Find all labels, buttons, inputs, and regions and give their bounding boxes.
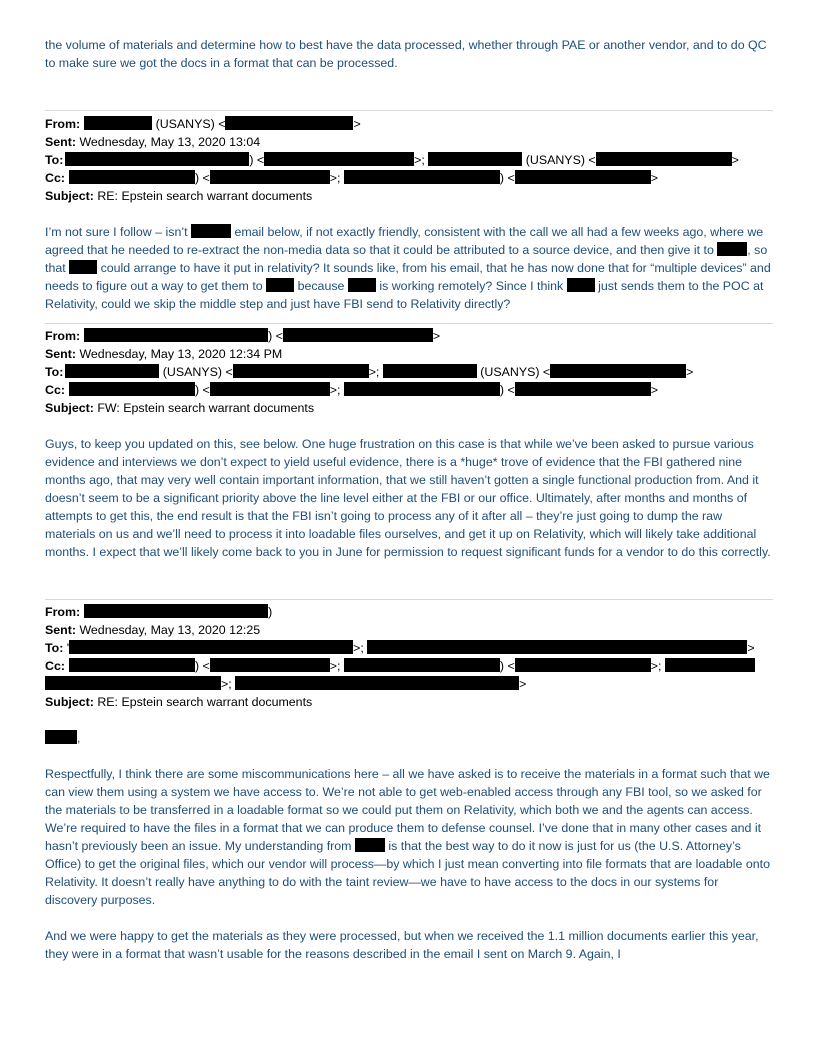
redaction (515, 658, 651, 672)
redaction (344, 658, 500, 672)
redaction (225, 116, 353, 130)
redaction (84, 604, 268, 618)
email-header-1: From: (USANYS) < > Sent: Wednesday, May 13, 2020 13:04 To: ) < >; (USANYS) < > Cc: ) < >; ) < > Subject: RE: Epstein search warrant documents (45, 117, 739, 203)
intro-paragraph: the volume of materials and determine how to best have the data processed, whether through PAE or another vendor, and to do QC to make sure we got the docs in a format that can be processed. (45, 38, 767, 70)
greeting: , (45, 729, 773, 747)
redaction (69, 260, 97, 274)
email-body-1: I’m not sure I follow – isn’t email below, if not exactly friendly, consistent with the call we all had a few weeks ago, where we agreed that he needed to re-extract the non-media data so that it could be attributed to a source device, and then give it to , so that could arrange to have it put in relativity? It sounds like, from his email, that he has now done that for “multiple devices” and needs to figure out a way to get them to because is working remotely? Since I think just sends them to the POC at Relativity, could we skip the middle step and just have FBI send to Relativity directly? (45, 225, 771, 311)
email-header-3: From: ) Sent: Wednesday, May 13, 2020 12:25 To: ' >; > Cc: ) < >; ) < >; >; > Subject: RE: Epstein search warrant documents (45, 605, 755, 709)
redaction (84, 116, 152, 130)
redaction (69, 170, 195, 184)
redaction (344, 382, 500, 396)
sent-date: Wednesday, May 13, 2020 12:25 (79, 623, 261, 637)
redaction (355, 838, 385, 852)
redaction (428, 152, 522, 166)
redaction (515, 170, 651, 184)
sent-date: Wednesday, May 13, 2020 13:04 (79, 135, 261, 149)
redaction (210, 170, 330, 184)
redaction (69, 640, 353, 654)
redaction (367, 640, 747, 654)
sent-date: Wednesday, May 13, 2020 12:34 PM (79, 347, 283, 361)
redaction (383, 364, 477, 378)
email-body-2: Guys, to keep you updated on this, see below. One huge frustration on this case is that while we’ve been asked to pursue various evidence and interviews we don’t expect to yield useful evidence, there is a *huge* trove of evidence that the FBI gathered nine months ago, that may very well contain important information, that we still haven’t gotten a single functional production from. And it doesn’t seem to be a significant priority above the line level either at the FBI or our office. Ultimately, after months and months of attempts to get this, the end result is that the FBI isn’t going to process any of it after all – they’re just going to dump the raw materials on us and we’ll need to process it into loadable files ourselves, and get it up on Relativity, which will likely take additional months. I expect that we’ll likely come back to you in June for permission to request significant funds for a vendor to do this correctly. (45, 437, 771, 559)
redaction (84, 328, 268, 342)
redaction (235, 676, 519, 690)
subject-line: RE: Epstein search warrant documents (97, 189, 313, 203)
redaction (210, 382, 330, 396)
redaction (45, 730, 77, 744)
redaction (264, 152, 414, 166)
redaction (69, 382, 195, 396)
email-thread (45, 36, 773, 963)
redaction (515, 382, 651, 396)
redaction (45, 676, 221, 690)
redaction (344, 170, 500, 184)
redaction (65, 364, 159, 378)
email-body-3: Respectfully, I think there are some miscommunications here – all we have asked is to receive the materials in a format such that we can view them using a system we have access to. We’re not able to get web-enabled access through any FBI tool, so we asked for the materials to be transferred in a loadable format so we could put them on Relativity, which both we and the agents can access. We’re required to have the files in a format that we can produce them to defense counsel. I’ve done that in many other cases and it hasn’t previously been an issue. My understanding from is that the best way to do it now is just for us (the U.S. Attorney’s Office) to get the original files, which our vendor will process—by which I just mean converting into file formats that are loadable onto Relativity. It doesn’t really have anything to do with the taint review—we have to have access to the docs in our systems for discovery purposes. (45, 767, 770, 907)
redaction (596, 152, 732, 166)
redaction (233, 364, 369, 378)
redaction (210, 658, 330, 672)
redaction (191, 224, 231, 238)
redaction (567, 278, 595, 292)
redaction (65, 152, 249, 166)
email-body-3-continued: And we were happy to get the materials as they were processed, but when we received the 1.1 million documents earlier this year, they were in a format that wasn’t usable for the reasons described in the email I sent on March 9. Again, I (45, 929, 759, 961)
redaction (283, 328, 433, 342)
email-header-2: From: ) < > Sent: Wednesday, May 13, 2020 12:34 PM To: (USANYS) < >; (USANYS) < > Cc: ) < >; ) < > Subject: FW: Epstein search warrant documents (45, 329, 694, 415)
redaction (717, 242, 747, 256)
redaction (348, 278, 376, 292)
redaction (266, 278, 294, 292)
subject-line: FW: Epstein search warrant documents (97, 401, 315, 415)
subject-line: RE: Epstein search warrant documents (97, 695, 313, 709)
redaction (69, 658, 195, 672)
redaction (665, 658, 755, 672)
redaction (550, 364, 686, 378)
